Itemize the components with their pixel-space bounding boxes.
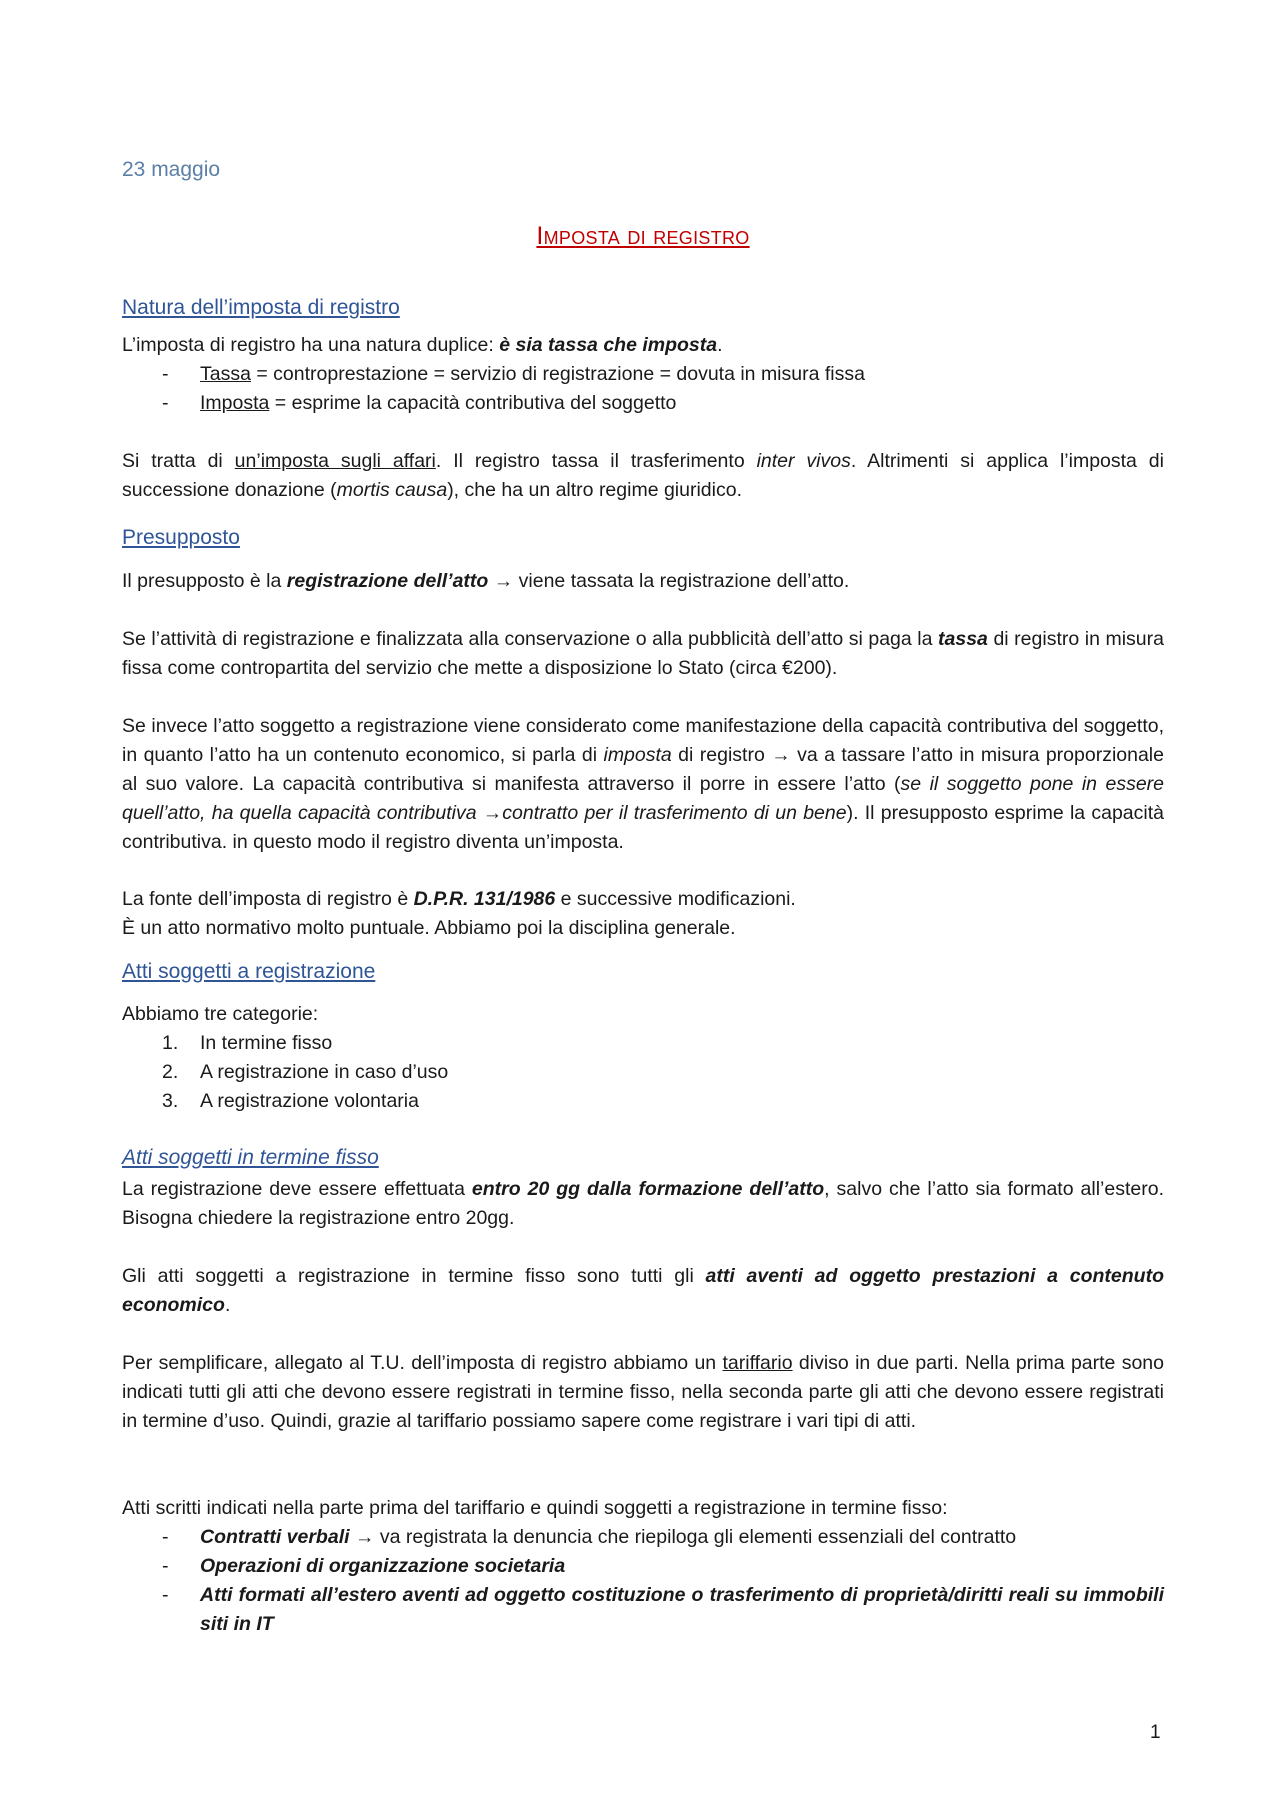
paragraph-oggetto: Gli atti soggetti a registrazione in termine fisso sono tutti gli atti aventi ad oggetto prestazioni a contenuto economico. xyxy=(122,1265,1164,1316)
paragraph-natura-intro: L’imposta di registro ha una natura duplice: è sia tassa che imposta. xyxy=(122,334,723,356)
date-label: 23 maggio xyxy=(122,158,221,181)
paragraph-imposta: Se invece l’atto soggetto a registrazione viene considerato come manifestazione della capacità contributiva del soggetto, in quanto l’atto ha un contenuto economico, si parla di imposta di registro → va a tassare l’atto in misura proporzionale al suo valore. La capacità contributiva si manifesta attraverso il porre in essere l’atto (se il soggetto pone in essere quell’atto, ha quella capacità contributiva →contratto per il trasferimento di un bene). Il presupposto esprime la capacità contributiva. in questo modo il registro diventa un’imposta. xyxy=(122,715,1165,853)
heading-natura: Natura dell’imposta di registro xyxy=(122,296,400,319)
heading-termine-fisso: Atti soggetti in termine fisso xyxy=(122,1146,379,1169)
scritti-intro: Atti scritti indicati nella parte prima del tariffario e quindi soggetti a registrazione in termine fisso: xyxy=(122,1497,948,1519)
paragraph-fonte: La fonte dell’imposta di registro è D.P.R. 131/1986 e successive modificazioni. xyxy=(122,888,796,910)
paragraph-tariffario: Per semplificare, allegato al T.U. dell’imposta di registro abbiamo un tariffario diviso in due parti. Nella prima parte sono indicati tutti gli atti che devono essere registrati in termine fisso, nella seconda parte gli atti che devono essere registrati in termine d’uso. Quindi, grazie al tariffario possiamo sapere come registrare i vari tipi di atti. xyxy=(122,1352,1165,1432)
paragraph-fonte-line2: È un atto normativo molto puntuale. Abbiamo poi la disciplina generale. xyxy=(122,917,736,939)
page-number: 1 xyxy=(1150,1722,1161,1743)
heading-atti: Atti soggetti a registrazione xyxy=(122,960,376,983)
categorie-intro: Abbiamo tre categorie: xyxy=(122,1003,319,1025)
heading-presupposto: Presupposto xyxy=(122,526,240,549)
document-title: Imposta di registro xyxy=(536,222,750,250)
paragraph-presupposto: Il presupposto è la registrazione dell’atto → viene tassata la registrazione dell’atto. xyxy=(122,570,850,592)
paragraph-tassa: Se l’attività di registrazione e finalizzata alla conservazione o alla pubblicità dell’atto si paga la tassa di registro in misura fissa come contropartita del servizio che mette a disposizione lo Stato (circa €200). xyxy=(122,628,1164,679)
paragraph-termine: La registrazione deve essere effettuata entro 20 gg dalla formazione dell’atto, salvo che l’atto sia formato all’estero. Bisogna chiedere la registrazione entro 20gg. xyxy=(122,1178,1164,1229)
paragraph-affari: Si tratta di un’imposta sugli affari. Il registro tassa il trasferimento inter vivos. Altrimenti si applica l’imposta di successione donazione (mortis causa), che ha un altro regime giuridico. xyxy=(122,450,1164,501)
